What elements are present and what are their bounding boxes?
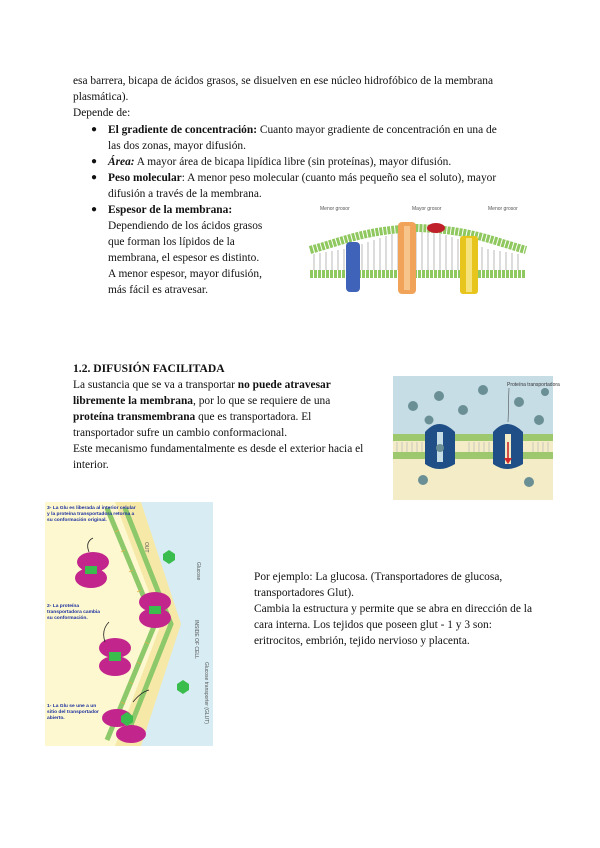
facilitated-diffusion-figure (393, 376, 560, 500)
factor-thickness-line: más fácil es atravesar. (108, 284, 208, 296)
membrane-thickness-figure (306, 200, 530, 300)
factor-text: Cuanto mayor gradiente de concentración en una de (257, 124, 497, 136)
factor-term: El gradiente de concentración: (108, 124, 258, 136)
example-line: transportadores Glut). (254, 587, 354, 599)
factor-thickness-line: que forman los lípidos de la (108, 236, 235, 248)
step-3-text: 3- La Glu es liberada al interior celular y la proteína transportadora retorna a su conformación original. (47, 506, 136, 523)
section-line: interior. (73, 459, 109, 471)
section-text: que es transportadora. El (195, 411, 312, 423)
factor-text: A mayor área de bicapa lipídica libre (sin proteínas), mayor difusión. (134, 156, 452, 168)
depende-de: Depende de: (73, 107, 131, 119)
section-text: , por lo que se requiere de una (193, 395, 331, 407)
factor-weight-cont: difusión a través de la membrana. (108, 188, 262, 200)
factor-gradient (108, 122, 497, 139)
label-thin-right: Menor grosor (488, 206, 518, 212)
bullet-marker: ● (91, 124, 98, 135)
glucose-transporter-figure (45, 502, 213, 746)
example-line: eritrocitos, embrión, tejido nervioso y placenta. (254, 635, 470, 647)
bullet-marker: ● (91, 204, 98, 215)
example-line: cara interna. Los tejidos que poseen glut - 1 y 3 son: (254, 619, 492, 631)
label-thick: Mayor grosor (412, 206, 442, 212)
step-1-text: 1- La Glu se une a un sitio del transportador abierto. (47, 704, 99, 721)
section-emphasis: libremente la membrana (73, 395, 194, 407)
section-line: transportador sufre un cambio conformacional. (73, 427, 288, 439)
factor-weight (108, 170, 496, 187)
protein-blue (346, 242, 360, 292)
intro-line-2: plasmática). (73, 91, 129, 103)
intro-line-1: esa barrera, bicapa de ácidos grasos, se disuelven en ese núcleo hidrofóbico de la membrana (73, 75, 494, 87)
section-line (73, 377, 331, 394)
section-title: 1.2. DIFUSIÓN FACILITADA (73, 362, 225, 375)
section-text: La sustancia que se va a transportar (73, 379, 238, 391)
factor-thickness-line: Dependiendo de los ácidos grasos (108, 220, 263, 232)
section-line: Este mecanismo fundamentalmente es desde el exterior hacia el (73, 443, 364, 455)
section-line (73, 409, 311, 426)
example-line: Por ejemplo: La glucosa. (Transportadores de glucosa, (254, 571, 503, 583)
step-2-text: 2- La proteína transportadora cambia su conformación. (47, 604, 100, 621)
factor-thickness-line: membrana, el espesor es distinto. (108, 252, 260, 264)
bullet-marker: ● (91, 156, 98, 167)
factor-thickness-term: Espesor de la membrana: (108, 204, 233, 216)
transporter-label: Glucose transporter (GLUT) (203, 662, 209, 724)
section-line (73, 393, 330, 410)
glucose-label: Glucose (195, 562, 201, 581)
bullet-marker: ● (91, 172, 98, 183)
inside-label: INSIDE OF CELL (193, 620, 199, 659)
factor-thickness-line: A menor espesor, mayor difusión, (108, 268, 262, 280)
section-emphasis: no puede atravesar (237, 379, 331, 391)
section-emphasis: proteína transmembrana (73, 411, 196, 423)
example-line: Cambia la estructura y permite que se abra en dirección de la (254, 603, 532, 615)
transporter-label: Proteína transportadora (507, 382, 560, 388)
label-thin-left: Menor grosor (320, 206, 350, 212)
factor-gradient-cont: las dos zonas, mayor difusión. (108, 140, 246, 152)
out-label: OUT (143, 542, 149, 553)
factor-area (108, 154, 451, 171)
factor-term: Peso molecular (108, 172, 182, 184)
protein-red (427, 223, 445, 233)
factor-term: Área: (108, 156, 135, 168)
factor-text: : A menor peso molecular (cuanto más pequeño sea el soluto), mayor (181, 172, 497, 184)
